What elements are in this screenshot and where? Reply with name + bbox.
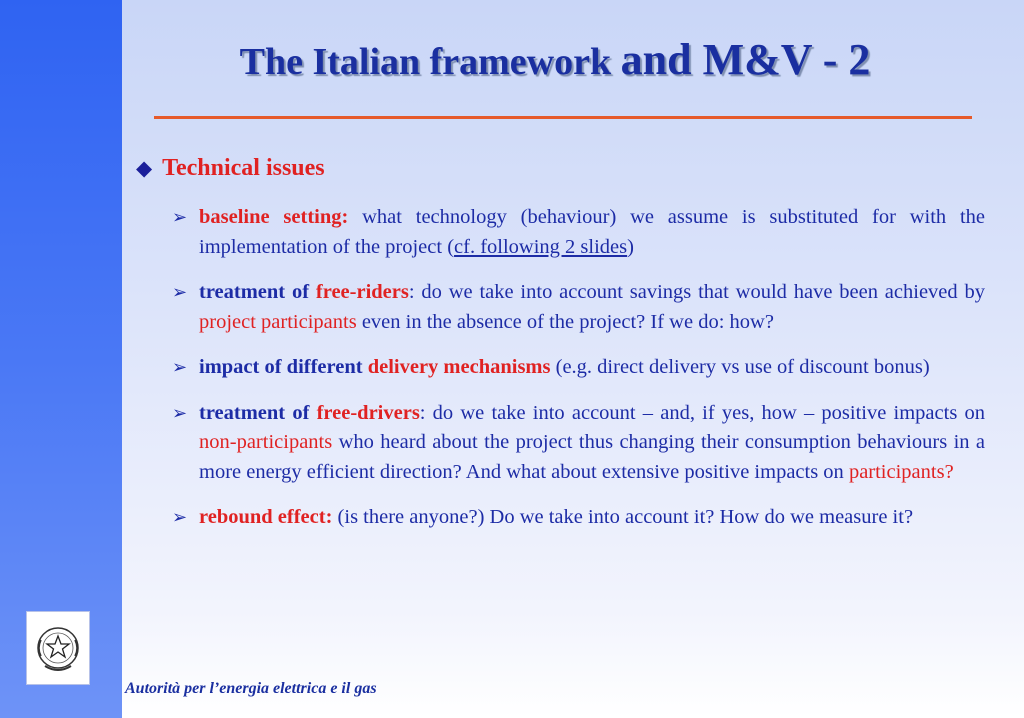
list-item-rebound-effect [172,503,985,533]
diamond-bullet-icon: ◆ [136,156,153,180]
item-lead: treatment of [199,281,316,303]
item-lead-highlight: delivery mechanisms [367,356,551,378]
section-heading-text: Technical issues [162,155,325,181]
item-text-tail: ) [627,235,634,258]
emblem-logo [26,611,90,685]
arrow-bullet-icon: ➢ [172,507,188,527]
cross-reference-link[interactable]: cf. following 2 slides [454,235,628,258]
item-highlight: project participants [199,310,357,333]
slide-title [125,36,985,86]
item-lead: baseline setting: [199,206,349,228]
arrow-bullet-icon: ➢ [172,282,188,302]
list-item-delivery-mechanisms [172,353,985,383]
emblem-icon [27,612,89,684]
arrow-bullet-icon: ➢ [172,207,188,227]
arrow-bullet-icon: ➢ [172,357,188,377]
list-item-free-riders [172,278,985,337]
bullet-list [172,203,985,549]
item-lead: impact of different [199,356,368,378]
arrow-bullet-icon: ➢ [172,402,188,423]
list-item-baseline [172,203,985,262]
item-text-continued: who heard about the project thus changing their consumption behaviours in a more energy efficient direction? And what about extensive positive impacts on [199,431,985,483]
list-item-free-drivers [172,399,985,488]
item-highlight-2: participants? [848,460,954,483]
title-part-1: The Italian framework [239,41,621,83]
item-text: (e.g. direct delivery vs use of discount bonus) [550,356,930,378]
footer-organization: Autorità per l’energia elettrica e il gas [125,680,377,697]
section-heading [136,153,325,183]
item-lead: rebound effect: [199,506,333,528]
item-text: : do we take into account savings that would have been achieved by [408,281,985,303]
item-lead-highlight: free-drivers [316,401,420,424]
item-highlight: non-participants [199,431,333,453]
item-text: what technology (behaviour) we assume is substituted for with the implementation of the project ( [199,206,985,258]
item-text: : do we take into account – and, if yes, how – positive impacts on [419,401,985,424]
item-lead-highlight: free-riders [315,281,409,303]
item-text-tail: even in the absence of the project? If we do: how? [356,310,774,333]
item-text: (is there anyone?) Do we take into account it? How do we measure it? [332,506,914,528]
title-underline-rule [154,116,972,119]
title-part-2: and M&V - 2 [620,35,871,84]
item-lead: treatment of [199,401,317,424]
